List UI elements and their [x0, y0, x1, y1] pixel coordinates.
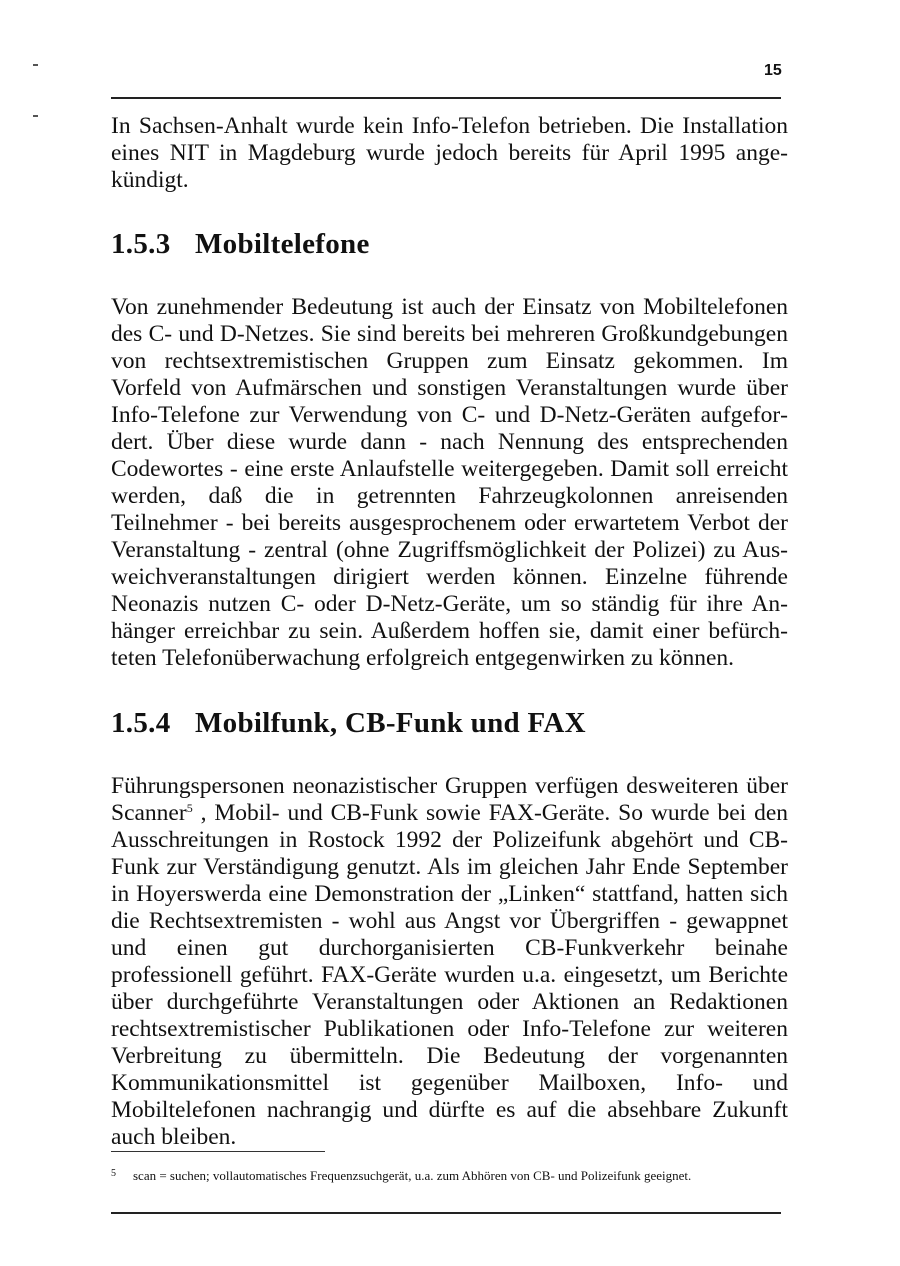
- paragraph-intro: In Sachsen-Anhalt wurde kein Info-Telefon betrieben. Die Installation eines NIT in Magdeburg wurde jedoch bereits für April 1995 angekündigt.: [111, 113, 788, 193]
- footnote-separator: [111, 1151, 325, 1152]
- footnote: [111, 1166, 791, 1184]
- scan-artifact-mark: [33, 115, 38, 117]
- paragraph-mobilfunk: [111, 773, 788, 1151]
- section-title: Mobiltelefone: [195, 228, 370, 260]
- footer-rule: [111, 1212, 781, 1214]
- page-number: 15: [764, 62, 782, 79]
- section-heading-mobilfunk: [111, 706, 788, 740]
- footnote-text: scan = suchen; vollautomatisches Frequenzsuchgerät, u.a. zum Abhören von CB- und Polizeifunk geeignet.: [133, 1168, 692, 1183]
- footnote-marker: 5: [111, 1168, 116, 1179]
- body-text: [111, 113, 788, 1151]
- footnote-reference[interactable]: 5: [186, 801, 193, 815]
- paragraph-mobiltelefone: Von zunehmender Bedeutung ist auch der Einsatz von Mobiltelefonen des C- und D-Netzes. Sie sind bereits bei mehreren Großkundgebungen von rechtsextremistischen Gruppen zum Einsatz gekommen. Im Vorfeld von Aufmärschen und sonstigen Veranstaltungen wurde über Info-Telefone zur Verwendung von C- und D-Netz-Geräten aufgefordert. Über diese wurde dann - nach Nennung des entsprechenden Codewortes - eine erste Anlaufstelle weitergegeben. Damit soll erreicht werden, daß die in getrennten Fahrzeugkolonnen anreisenden Teilnehmer - bei bereits ausgesprochenem oder erwartetem Verbot der Veranstaltung - zentral (ohne Zugriffsmöglichkeit der Polizei) zu Ausweichveranstaltungen dirigiert werden können. Einzelne führende Neonazis nutzen C- oder D-Netz-Geräte, um so ständig für ihre Anhänger erreichbar zu sein. Außerdem hoffen sie, damit einer befürchteten Telefonüberwachung erfolgreich entgegenwirken zu können.: [111, 294, 788, 671]
- section-title: Mobilfunk, CB-Funk und FAX: [195, 707, 586, 739]
- section-number: 1.5.4: [111, 707, 171, 739]
- paragraph-text: , Mobil- und CB-Funk sowie FAX-Geräte. So wurde bei den Ausschreitungen in Rostock 1992 der Polizeifunk abgehört und CB-Funk zur Verständigung genutzt. Als im gleichen Jahr Ende September in Hoyerswerda eine Demonstration der „Linken“ stattfand, hatten sich die Rechtsextremisten - wohl aus Angst vor Übergriffen - gewappnet und einen gut durchorganisierten CB-Funkverkehr beinahe professionell geführt. FAX-Geräte wurden u.a. eingesetzt, um Berichte über durchgeführte Veranstaltungen oder Aktionen an Redaktionen rechtsextremistischer Publikationen oder Info-Telefone zur weiteren Verbreitung zu übermitteln. Die Bedeutung der vorgenannten Kommunikationsmittel ist gegenüber Mailboxen, Info- und Mobiltelefonen nachrangig und dürfte es auf die absehbare Zukunft auch bleiben.: [111, 800, 788, 1150]
- header-rule: [111, 97, 781, 99]
- scan-artifact-mark: [33, 64, 38, 66]
- section-number: 1.5.3: [111, 228, 171, 260]
- paragraph-text: Führungspersonen neonazistischer Gruppen verfügen desweiteren über Scanner: [111, 773, 788, 826]
- section-heading-mobiltelefone: [111, 227, 788, 261]
